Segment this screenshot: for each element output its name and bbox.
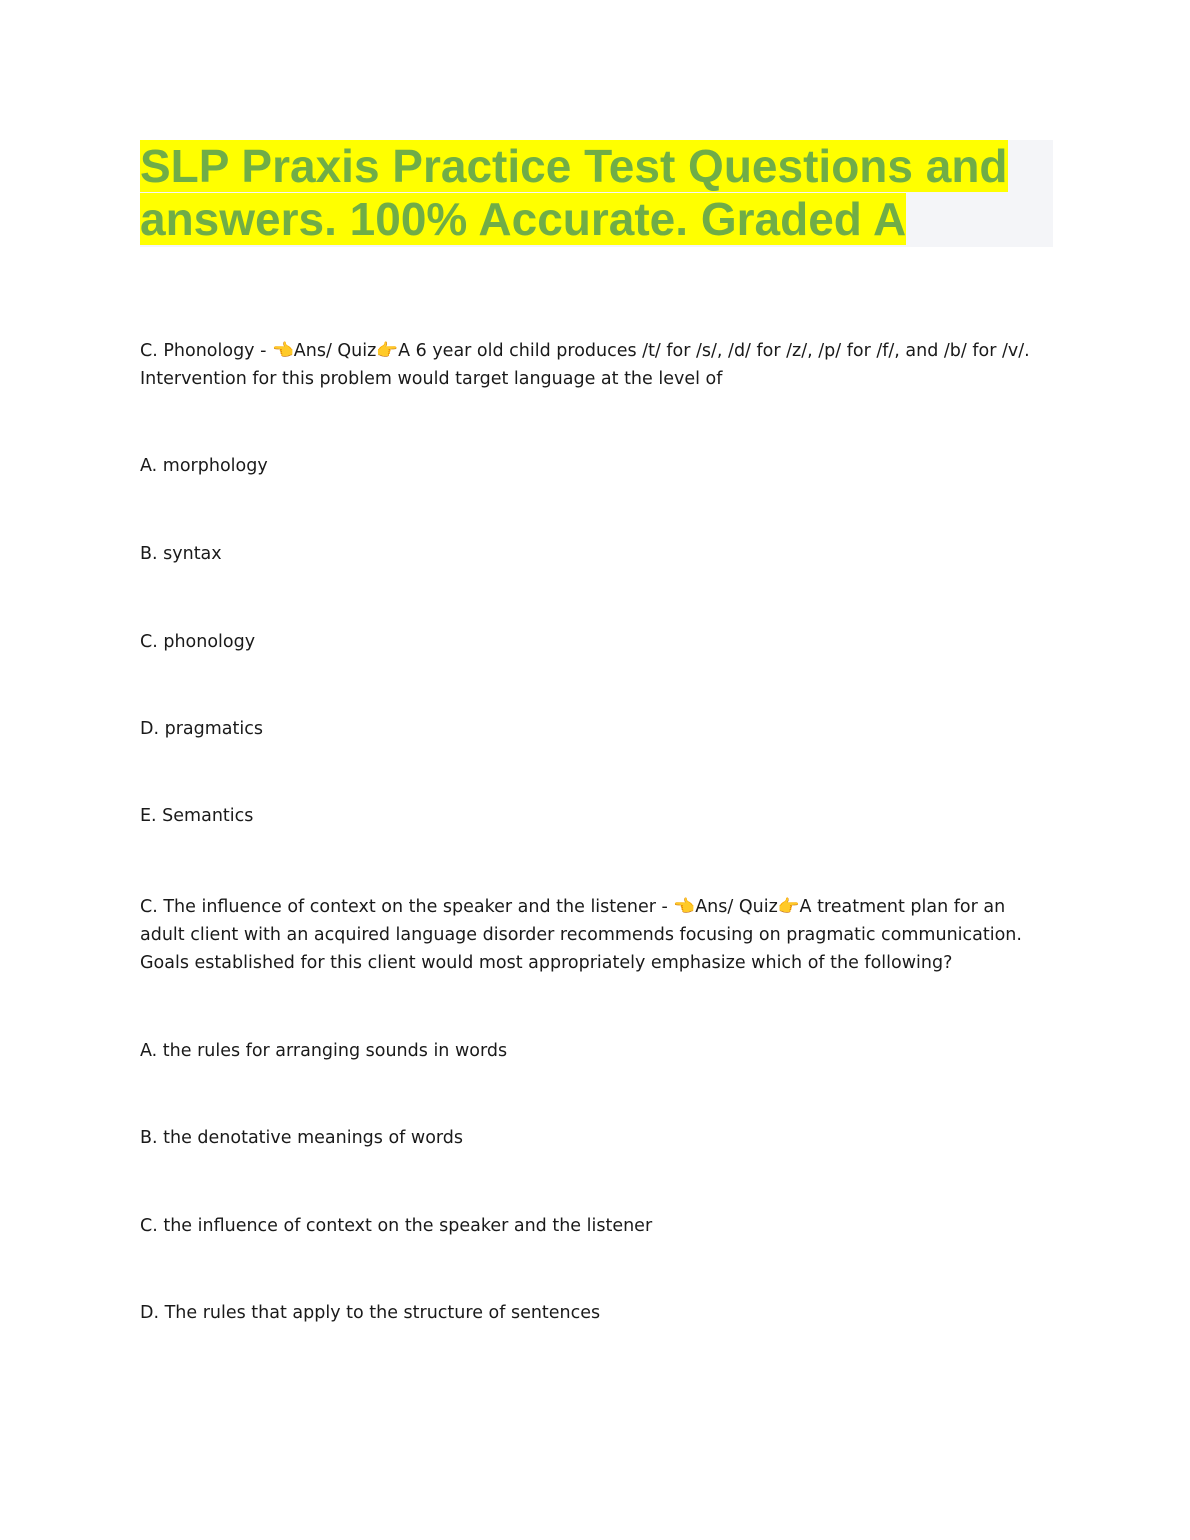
title-line-2: answers. 100% Accurate. Graded A bbox=[140, 193, 907, 245]
document-title bbox=[140, 140, 1053, 246]
question-2-text: C. The influence of context on the speaker and the listener - 👈Ans/ Quiz👉A treatment plan for an adult client with an acquired language disorder recommends focusing on pragmatic communication. Goals established for this client would most appropriately emphasize which of the following? bbox=[140, 897, 1022, 973]
question-2-option-a: A. the rules for arranging sounds in words bbox=[140, 1041, 508, 1061]
question-2-option-b: B. the denotative meanings of words bbox=[140, 1128, 464, 1148]
title-block bbox=[140, 140, 1053, 247]
question-1-option-b: B. syntax bbox=[140, 544, 222, 564]
question-1-option-d: D. pragmatics bbox=[140, 719, 263, 739]
question-2-option-d: D. The rules that apply to the structure of sentences bbox=[140, 1303, 601, 1323]
question-1-option-a: A. morphology bbox=[140, 456, 268, 476]
question-2-option-c: C. the influence of context on the speaker and the listener bbox=[140, 1216, 653, 1236]
title-line-1: SLP Praxis Practice Test Questions and bbox=[140, 140, 1008, 192]
question-1-option-c: C. phonology bbox=[140, 632, 256, 652]
question-1-option-e: E. Semantics bbox=[140, 806, 254, 826]
question-1-text: C. Phonology - 👈Ans/ Quiz👉A 6 year old child produces /t/ for /s/, /d/ for /z/, /p/ for /f/, and /b/ for /v/. Intervention for this problem would target language at the level of bbox=[140, 341, 1030, 389]
